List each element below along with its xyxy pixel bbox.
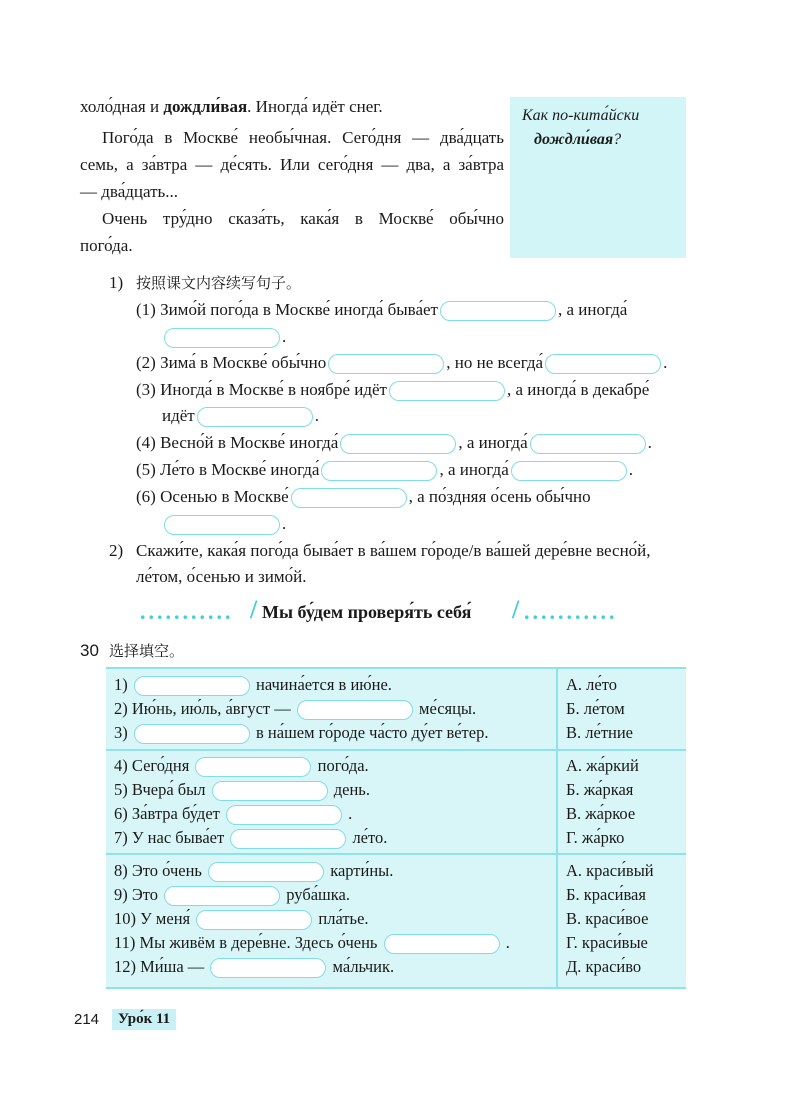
option-item: Б. ле́том xyxy=(566,699,625,718)
answer-blank[interactable] xyxy=(328,354,444,374)
answer-blank[interactable] xyxy=(212,781,328,801)
table-row: 6) За́втра бу́дет . xyxy=(114,803,352,825)
answer-blank[interactable] xyxy=(164,515,280,535)
section-title: Мы бу́дем проверя́ть себя́ xyxy=(262,602,472,622)
exercise-sentence: (3) Иногда́ в Москве́ в ноябре́ идёт , а иногда́ в декабре́ xyxy=(136,379,649,401)
exercise-number: 30 xyxy=(80,641,99,660)
answer-blank[interactable] xyxy=(440,301,556,321)
task-number: 1) xyxy=(109,273,124,292)
task-text: ле́том, о́сенью и зимо́й. xyxy=(136,567,307,586)
table-row: 5) Вчера́ был день. xyxy=(114,779,370,801)
answer-blank[interactable] xyxy=(340,434,456,454)
answer-blank[interactable] xyxy=(134,724,250,744)
table-row: 7) У нас быва́ет ле́то. xyxy=(114,827,387,849)
text-line: семь, а за́втра — де́сять. Или сего́дня — два, а за́втра xyxy=(80,155,504,174)
option-item: Б. жа́ркая xyxy=(566,780,634,799)
answer-blank[interactable] xyxy=(226,805,342,825)
lesson-label: Уро́к 11 xyxy=(112,1009,176,1030)
sidebar-question-word: дождли́вая? xyxy=(534,131,622,148)
table-row: 4) Сего́дня пого́да. xyxy=(114,755,369,777)
answer-blank[interactable] xyxy=(197,407,313,427)
sidebar-note xyxy=(510,97,686,258)
text-line: — два́дцать... xyxy=(80,182,179,201)
task-instruction: 按照课文内容续写句子。 xyxy=(136,274,302,292)
table-row: 1) начина́ется в ию́не. xyxy=(114,674,392,696)
table-row: 10) У меня́ пла́тье. xyxy=(114,908,369,930)
answer-blank[interactable] xyxy=(384,934,500,954)
page-number: 214 xyxy=(74,1011,100,1028)
heading-slash-left: / xyxy=(250,595,258,624)
exercise-sentence: . xyxy=(162,513,286,535)
exercise-sentence: (1) Зимо́й пого́да в Москве́ иногда́ быва́ет , а иногда́ xyxy=(136,299,627,321)
text-line: Пого́да в Москве́ необы́чная. Сего́дня — два́дцать xyxy=(102,128,504,147)
table-row: 8) Это о́чень карти́ны. xyxy=(114,860,393,882)
answer-blank[interactable] xyxy=(230,829,346,849)
table-row: 2) Ию́нь, ию́ль, а́вгуст — ме́сяцы. xyxy=(114,698,476,720)
exercise-sentence: (6) Осенью в Москве́ , а по́здняя о́сень обы́чно xyxy=(136,486,591,508)
exercise-sentence: идёт . xyxy=(162,405,319,427)
answer-blank[interactable] xyxy=(195,757,311,777)
row-divider xyxy=(106,749,686,751)
answer-blank[interactable] xyxy=(321,461,437,481)
heading-slash-right: / xyxy=(512,595,520,624)
row-divider xyxy=(106,853,686,855)
answer-blank[interactable] xyxy=(389,381,505,401)
text-line: холо́дная и дождли́вая. Иногда́ идёт снег. xyxy=(80,97,383,116)
exercise-sentence: (4) Весно́й в Москве́ иногда́ , а иногда́ . xyxy=(136,432,652,454)
answer-blank[interactable] xyxy=(297,700,413,720)
answer-blank[interactable] xyxy=(511,461,627,481)
answer-blank[interactable] xyxy=(134,676,250,696)
exercise-sentence: (5) Ле́то в Москве́ иногда́ , а иногда́ . xyxy=(136,459,633,481)
column-divider xyxy=(556,669,558,987)
table-row: 9) Это руба́шка. xyxy=(114,884,350,906)
answer-blank[interactable] xyxy=(164,886,280,906)
option-item: А. краси́вый xyxy=(566,861,654,880)
task-number: 2) xyxy=(109,541,124,560)
answer-blank[interactable] xyxy=(291,488,407,508)
text-line: Очень тру́дно сказа́ть, кака́я в Москве́ обы́чно xyxy=(102,209,504,228)
exercise-sentence: (2) Зима́ в Москве́ обы́чно , но не всегда́ . xyxy=(136,352,667,374)
exercise-instruction: 选择填空。 xyxy=(109,642,185,660)
exercise-table xyxy=(106,667,686,989)
heading-dots-right: ........... xyxy=(524,599,618,624)
sidebar-question: Как по-кита́йски xyxy=(522,107,640,124)
answer-blank[interactable] xyxy=(530,434,646,454)
bold-word: дождли́вая xyxy=(163,97,248,116)
option-item: Г. жа́рко xyxy=(566,828,625,847)
section-heading xyxy=(140,595,640,629)
option-item: А. ле́то xyxy=(566,675,617,694)
option-item: В. жа́ркое xyxy=(566,804,636,823)
task-text: Скажи́те, кака́я пого́да быва́ет в ва́шем го́роде/в ва́шей дере́вне весно́й, xyxy=(136,541,651,560)
option-item: Д. краси́во xyxy=(566,957,642,976)
answer-blank[interactable] xyxy=(210,958,326,978)
table-row: 12) Ми́ша — ма́льчик. xyxy=(114,956,394,978)
option-item: Б. краси́вая xyxy=(566,885,646,904)
option-item: В. ле́тние xyxy=(566,723,634,742)
exercise-sentence: . xyxy=(162,326,286,348)
option-item: В. краси́вое xyxy=(566,909,649,928)
table-row: 3) в на́шем го́роде ча́сто ду́ет ве́тер. xyxy=(114,722,488,744)
text-line: пого́да. xyxy=(80,236,133,255)
table-row: 11) Мы живём в дере́вне. Здесь о́чень . xyxy=(114,932,510,954)
answer-blank[interactable] xyxy=(196,910,312,930)
heading-dots-left: ........... xyxy=(140,599,234,624)
answer-blank[interactable] xyxy=(545,354,661,374)
option-item: А. жа́ркий xyxy=(566,756,639,775)
answer-blank[interactable] xyxy=(208,862,324,882)
answer-blank[interactable] xyxy=(164,328,280,348)
option-item: Г. краси́вые xyxy=(566,933,648,952)
